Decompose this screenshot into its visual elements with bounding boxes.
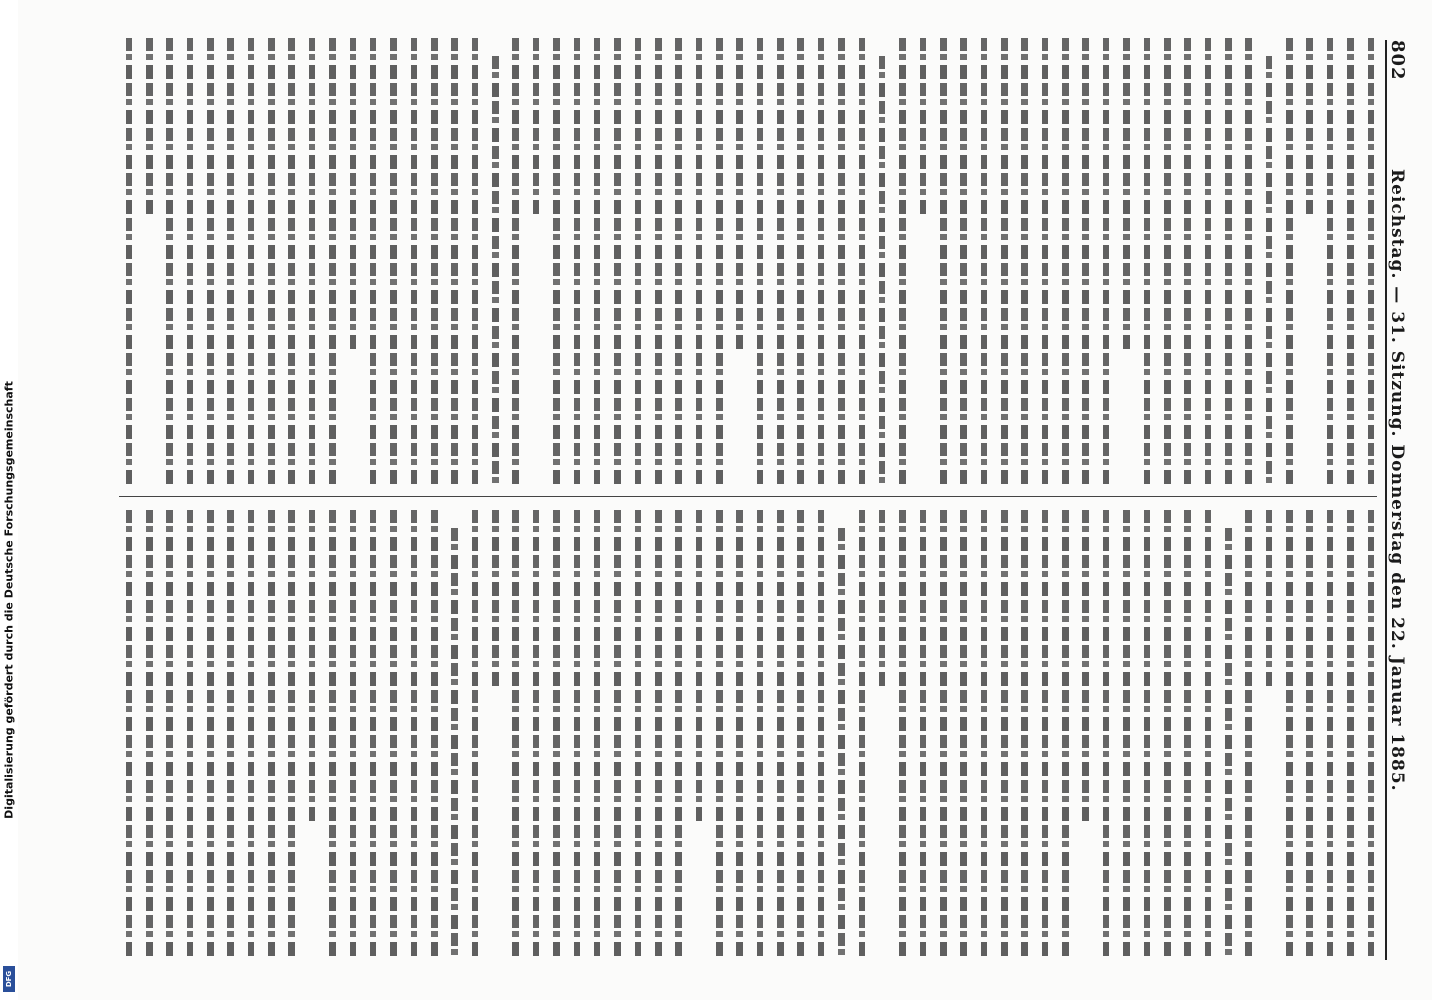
text-line	[533, 510, 540, 958]
text-line	[187, 510, 194, 958]
text-line	[492, 510, 499, 689]
text-line	[736, 38, 743, 352]
text-line	[472, 510, 479, 958]
text-line	[227, 510, 234, 958]
text-line	[899, 510, 906, 958]
text-line	[960, 38, 967, 486]
text-line	[981, 38, 988, 486]
text-line	[574, 38, 581, 486]
text-line	[940, 38, 947, 486]
text-line	[675, 510, 682, 958]
text-line	[696, 510, 703, 824]
text-line	[879, 56, 886, 486]
credit-strip	[0, 0, 18, 1000]
text-line	[655, 510, 662, 958]
text-line	[329, 510, 336, 958]
text-line	[574, 510, 581, 958]
text-line	[1184, 38, 1191, 486]
text-line	[207, 510, 214, 958]
text-line	[248, 510, 255, 958]
text-line	[736, 510, 743, 958]
text-column-left	[119, 38, 1381, 486]
text-line	[268, 510, 275, 958]
text-line	[981, 510, 988, 958]
text-line	[1205, 38, 1212, 486]
header-title: Reichstag. — 31. Sitzung. Donnerstag den 22. Januar 1885.	[1387, 169, 1407, 792]
text-line	[146, 38, 153, 217]
text-line	[1306, 38, 1313, 217]
text-line	[940, 510, 947, 958]
rotated-page	[111, 30, 1421, 970]
page-number: 802	[1387, 40, 1408, 81]
text-line	[777, 510, 784, 958]
text-line	[431, 510, 438, 958]
text-line	[472, 38, 479, 486]
text-line	[390, 510, 397, 958]
text-line	[818, 510, 825, 958]
text-line	[757, 510, 764, 958]
text-line	[716, 510, 723, 958]
column-rule	[119, 496, 1377, 497]
text-line	[309, 38, 316, 486]
text-line	[1042, 38, 1049, 486]
text-line	[350, 38, 357, 352]
text-line	[329, 38, 336, 486]
dfg-logo-icon	[3, 966, 15, 992]
text-line	[1245, 38, 1252, 486]
text-line	[309, 510, 316, 824]
text-line	[146, 510, 153, 958]
text-line	[1164, 510, 1171, 958]
text-line	[350, 510, 357, 958]
text-line	[1347, 510, 1354, 958]
text-line	[1062, 510, 1069, 958]
text-line	[1286, 510, 1293, 958]
text-line	[492, 56, 499, 486]
text-line	[859, 510, 866, 958]
text-line	[512, 510, 519, 958]
text-line	[370, 38, 377, 486]
text-line	[1286, 38, 1293, 486]
text-line	[716, 38, 723, 486]
text-line	[288, 38, 295, 486]
text-line	[370, 510, 377, 958]
text-line	[920, 38, 927, 217]
text-line	[1205, 510, 1212, 958]
text-line	[777, 38, 784, 486]
text-line	[920, 510, 927, 958]
text-line	[1266, 56, 1273, 486]
text-line	[1123, 38, 1130, 352]
text-column-right	[119, 510, 1381, 958]
text-line	[838, 528, 845, 958]
text-line	[126, 510, 133, 958]
text-line	[594, 510, 601, 958]
text-line	[533, 38, 540, 217]
text-line	[594, 38, 601, 486]
text-line	[797, 38, 804, 486]
text-line	[207, 38, 214, 486]
text-line	[838, 38, 845, 486]
text-line	[1225, 528, 1232, 958]
text-line	[1103, 510, 1110, 958]
text-line	[614, 38, 621, 486]
text-line	[1021, 38, 1028, 486]
text-line	[1144, 38, 1151, 486]
text-line	[899, 38, 906, 486]
text-line	[1042, 510, 1049, 958]
text-line	[960, 510, 967, 958]
text-line	[512, 38, 519, 486]
text-line	[553, 510, 560, 958]
text-line	[1327, 510, 1334, 958]
text-line	[1368, 38, 1375, 486]
text-line	[411, 38, 418, 486]
text-line	[797, 510, 804, 958]
text-line	[390, 38, 397, 486]
text-line	[859, 38, 866, 486]
text-line	[288, 510, 295, 958]
text-line	[248, 38, 255, 486]
text-line	[166, 510, 173, 958]
digitization-credit: Digitalisierung gefördert durch die Deutsche Forschungsgemeinschaft	[2, 381, 16, 819]
text-line	[1368, 510, 1375, 958]
text-line	[411, 510, 418, 958]
text-line	[431, 38, 438, 486]
text-line	[1245, 510, 1252, 958]
text-line	[1021, 510, 1028, 958]
text-line	[1001, 38, 1008, 486]
text-line	[1062, 38, 1069, 486]
text-line	[1306, 510, 1313, 958]
text-line	[1083, 510, 1090, 824]
text-line	[1266, 510, 1273, 689]
text-line	[1001, 510, 1008, 958]
text-line	[1144, 510, 1151, 958]
text-line	[1083, 38, 1090, 486]
text-line	[635, 510, 642, 958]
text-line	[451, 38, 458, 486]
text-line	[1347, 38, 1354, 486]
text-line	[1327, 38, 1334, 486]
text-line	[553, 38, 560, 486]
text-line	[1184, 510, 1191, 958]
text-line	[879, 510, 886, 689]
text-line	[187, 38, 194, 486]
text-line	[1103, 38, 1110, 486]
text-line	[1123, 510, 1130, 958]
dfg-logo-text: DFG	[5, 970, 13, 988]
text-line	[675, 38, 682, 486]
text-line	[757, 38, 764, 486]
text-line	[818, 38, 825, 486]
text-line	[655, 38, 662, 486]
text-line	[696, 38, 703, 486]
text-line	[635, 38, 642, 486]
running-header	[1385, 40, 1413, 960]
text-line	[451, 528, 458, 958]
text-line	[268, 38, 275, 486]
text-line	[1164, 38, 1171, 486]
text-line	[166, 38, 173, 486]
text-line	[614, 510, 621, 958]
text-line	[227, 38, 234, 486]
text-line	[126, 38, 133, 486]
text-line	[1225, 38, 1232, 486]
